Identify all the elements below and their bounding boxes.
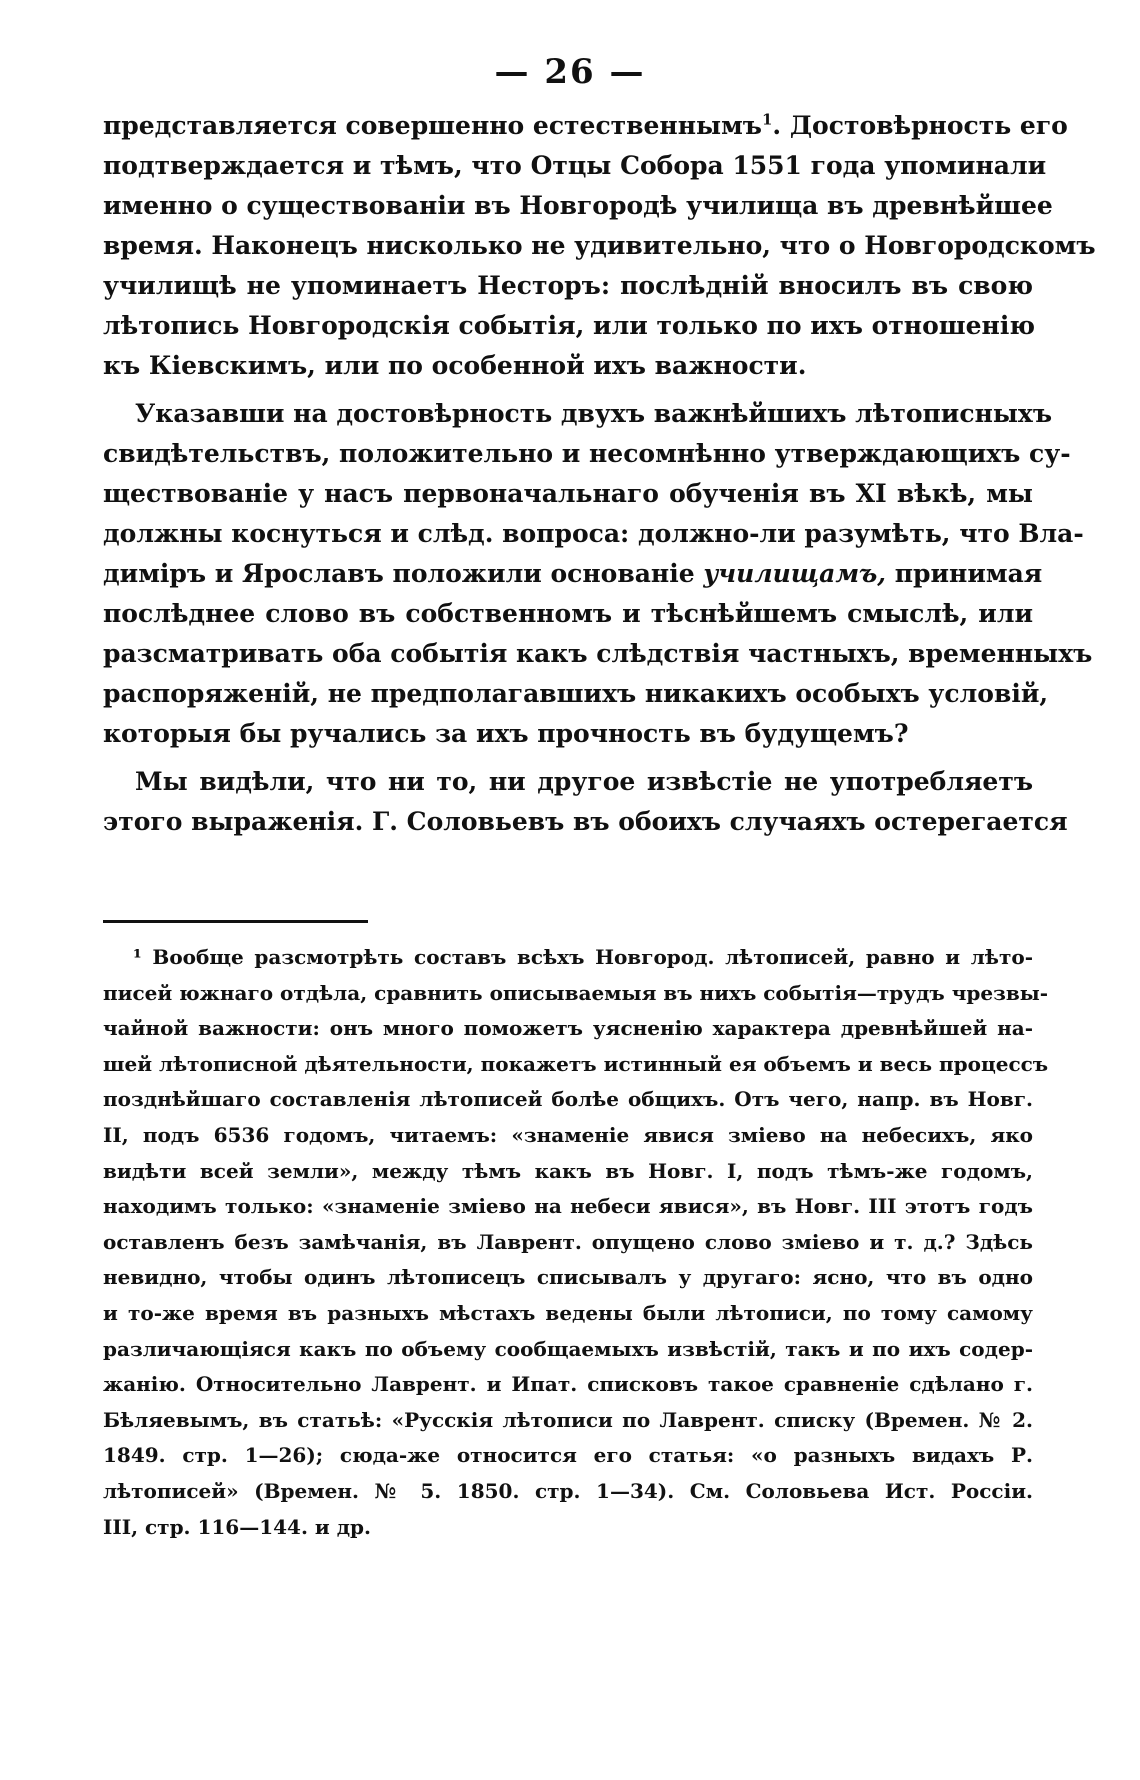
text-line: Указавши на достовѣрность двухъ важнѣйшихъ лѣтописныхъ — [135, 399, 1053, 428]
footnote-divider — [103, 920, 368, 923]
text-line: къ Кіевскимъ, или по особенной ихъ важности. — [103, 351, 807, 380]
footnote-line: различающіяся какъ по объему сообщаемыхъ извѣстій, такъ и по ихъ содер- — [103, 1336, 1033, 1361]
footnote-line: жанію. Относительно Лаврент. и Ипат. списковъ такое сравненіе сдѣлано г. — [103, 1372, 1033, 1397]
footnote-marker[interactable]: 1 — [761, 110, 773, 129]
footnote-line: шей лѣтописной дѣятельности, покажетъ истинный ея объемъ и весь процессъ — [103, 1051, 1049, 1076]
text-line: училищѣ не упоминаетъ Несторъ: послѣдній вносилъ въ свою — [103, 271, 1033, 300]
text-line: именно о существованіи въ Новгородѣ училища въ древнѣйшее — [103, 191, 1053, 220]
footnote — [103, 940, 1049, 1545]
footnote-line: 1849. стр. 1—26); сюда-же относится его статья: «о разныхъ видахъ Р. — [103, 1443, 1033, 1468]
text-line: подтверждается и тѣмъ, что Отцы Собора 1551 года упоминали — [103, 151, 1047, 180]
text-line: лѣтопись Новгородскія событія, или только по ихъ отношенію — [103, 311, 1035, 340]
text-line: которыя бы ручались за ихъ прочность въ будущемъ? — [103, 719, 909, 748]
text-line: этого выраженія. Г. Соловьевъ въ обоихъ случаяхъ остерегается — [103, 807, 1068, 836]
text-line: разсматривать оба событія какъ слѣдствія частныхъ, временныхъ — [103, 639, 1093, 668]
footnote-line: позднѣйшаго составленія лѣтописей болѣе общихъ. Отъ чего, напр. въ Новг. — [103, 1087, 1033, 1112]
footnote-line: и то-же время въ разныхъ мѣстахъ ведены были лѣтописи, по тому самому — [103, 1300, 1033, 1325]
text-line: Мы видѣли, что ни то, ни другое извѣстіе не употребляетъ — [135, 767, 1033, 796]
footnote-line: писей южнаго отдѣла, сравнить описываемыя въ нихъ событія—трудъ чрезвы- — [103, 980, 1049, 1005]
footnote-line: оставленъ безъ замѣчанія, въ Лаврент. опущено слово зміево и т. д.? Здѣсь — [103, 1229, 1033, 1254]
text-line: время. Наконецъ нисколько не удивительно, что о Новгородскомъ — [103, 231, 1096, 260]
footnote-line: II, подъ 6536 годомъ, читаемъ: «знаменіе явися зміево на небесихъ, яко — [103, 1122, 1033, 1147]
text-line: ществованіе у насъ первоначальнаго обученія въ XI вѣкѣ, мы — [103, 479, 1033, 508]
text-line: диміръ и Ярославъ положили основаніе училищамъ, принимая — [103, 559, 1043, 588]
footnote-line: Бѣляевымъ, въ статьѣ: «Русскія лѣтописи по Лаврент. списку (Времен. № 2. — [103, 1407, 1033, 1432]
footnote-line: чайной важности: онъ много поможетъ уясненію характера древнѣйшей на- — [103, 1016, 1033, 1041]
footnote-line: лѣтописей» (Времен. № 5. 1850. стр. 1—34). См. Соловьева Ист. Россіи. — [103, 1478, 1033, 1503]
text-line: послѣднее слово въ собственномъ и тѣснѣйшемъ смыслѣ, или — [103, 599, 1033, 628]
text-line: распоряженій, не предполагавшихъ никакихъ особыхъ условій, — [103, 679, 1049, 708]
footnote-line: ¹ Вообще разсмотрѣть составъ всѣхъ Новгород. лѣтописей, равно и лѣто- — [133, 945, 1033, 969]
text-line: свидѣтельствъ, положительно и несомнѣнно утверждающихъ су- — [103, 439, 1071, 468]
italic-word: училищамъ, — [703, 559, 887, 588]
footnote-line: III, стр. 116—144. и др. — [103, 1514, 371, 1539]
page-number: — 26 — — [494, 52, 646, 92]
text-line: представляется совершенно естественнымъ$^1$. Достовѣрность его — [103, 110, 1068, 140]
main-text — [103, 106, 1096, 842]
footnote-line: невидно, чтобы одинъ лѣтописецъ списывалъ у другаго: ясно, что въ одно — [103, 1265, 1033, 1290]
footnote-line: находимъ только: «знаменіе зміево на небеси явися», въ Новг. III этотъ годъ — [103, 1194, 1033, 1219]
text-line: должны коснуться и слѣд. вопроса: должно-ли разумѣть, что Вла- — [103, 519, 1084, 548]
footnote-line: видѣти всей земли», между тѣмъ какъ въ Новг. I, подъ тѣмъ-же годомъ, — [103, 1158, 1033, 1183]
